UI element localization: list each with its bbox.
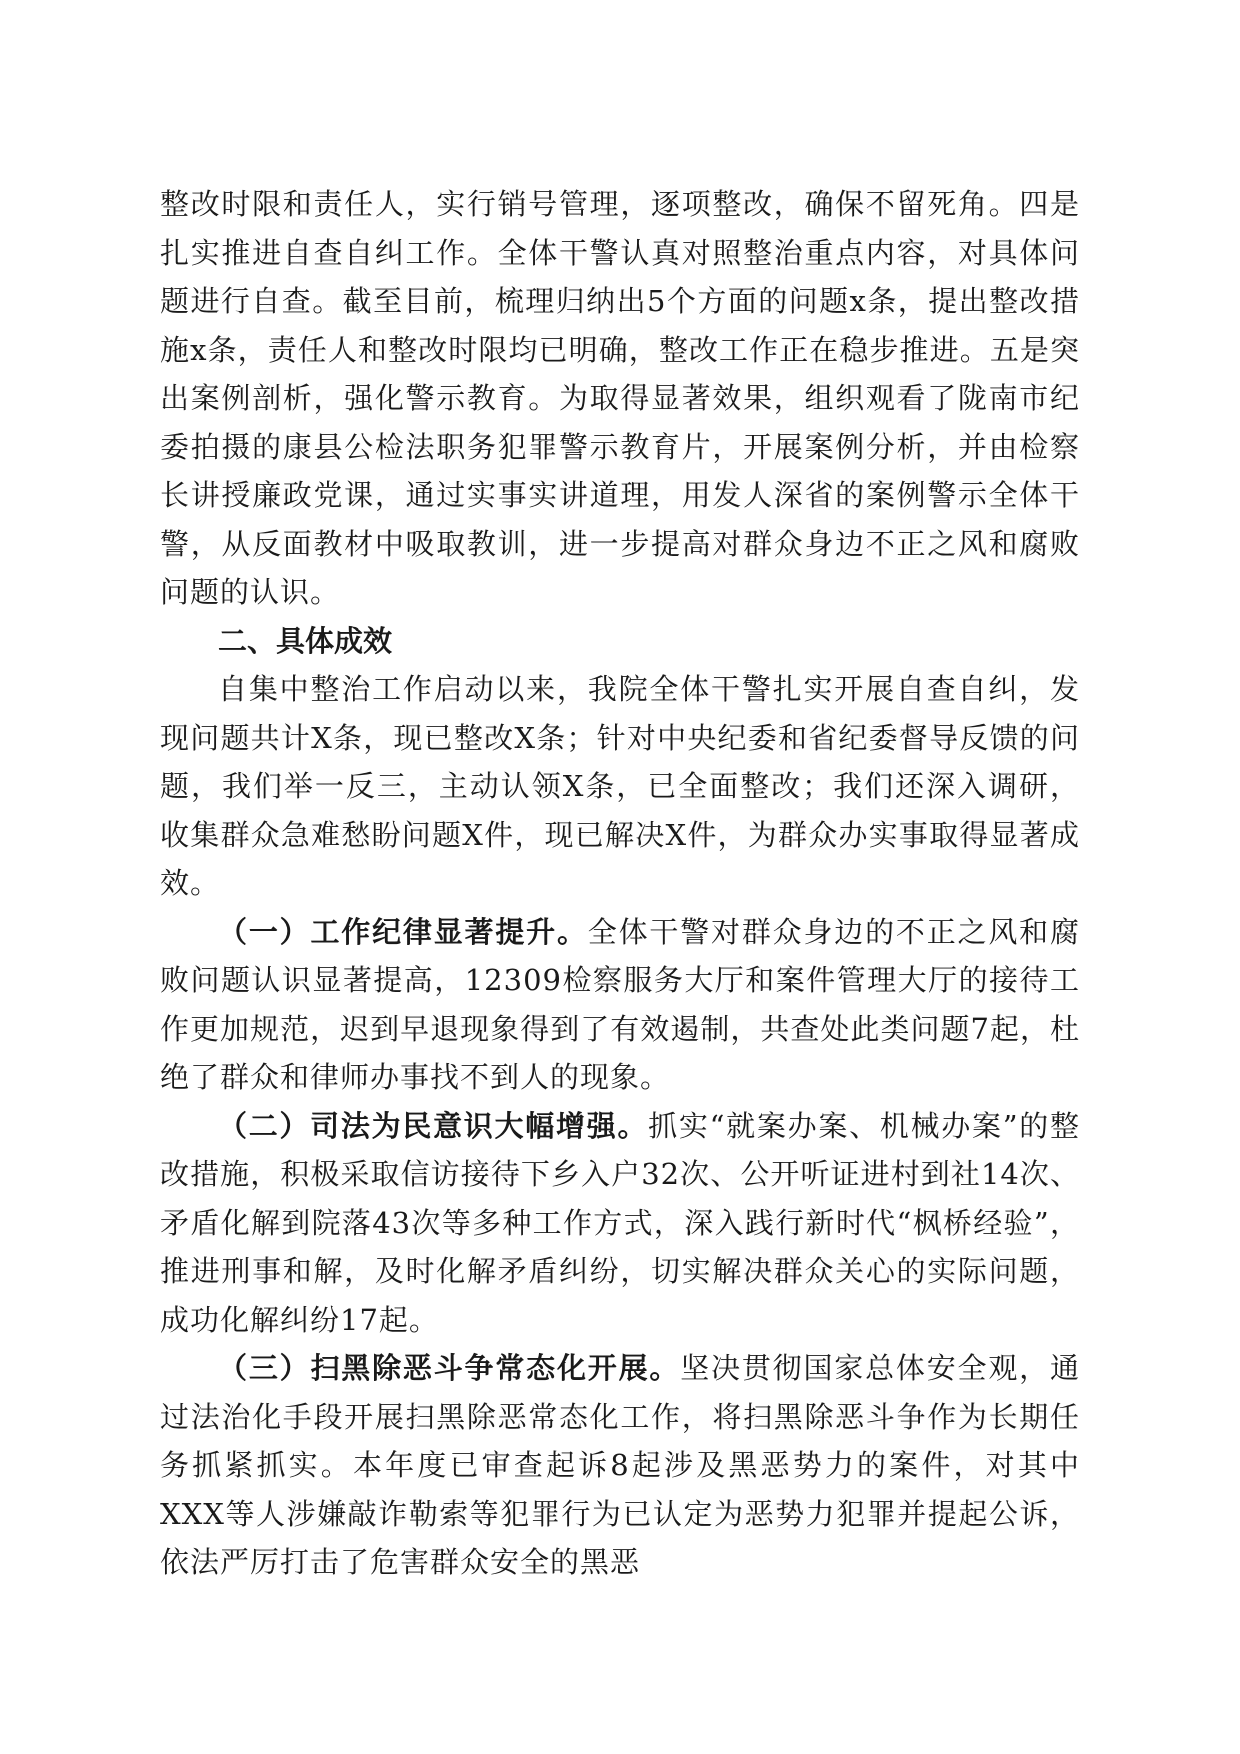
subheading-judicial-service: （二）司法为民意识大幅增强。 (218, 1108, 649, 1143)
subheading-work-discipline: （一）工作纪律显著提升。 (218, 914, 588, 949)
section-heading-results: 二、具体成效 (218, 623, 393, 658)
paragraph-work-discipline (160, 908, 1080, 1102)
paragraph-rectification-summary: 整改时限和责任人，实行销号管理，逐项整改，确保不留死角。四是扎实推进自查自纠工作。全体干警认真对照整治重点内容，对具体问题进行自查。截至目前，梳理归纳出5个方面的问题x条，提出整改措施x条，责任人和整改时限均已明确，整改工作正在稳步推进。五是突出案例剖析，强化警示教育。为取得显著效果，组织观看了陇南市纪委拍摄的康县公检法职务犯罪警示教育片，开展案例分析，并由检察长讲授廉政党课，通过实事实讲道理，用发人深省的案例警示全体干警，从反面教材中吸取教训，进一步提高对群众身边不正之风和腐败问题的认识。 (160, 187, 1080, 609)
paragraph-results-overview: 自集中整治工作启动以来，我院全体干警扎实开展自查自纠，发现问题共计X条，现已整改X条；针对中央纪委和省纪委督导反馈的问题，我们举一反三，主动认领X条，已全面整改；我们还深入调研，收集群众急难愁盼问题X件，现已解决X件，为群众办实事取得显著成效。 (160, 672, 1080, 900)
paragraph-anti-crime (160, 1344, 1080, 1587)
body-work-discipline: 全体干警对群众身边的不正之风和腐败问题认识显著提高，12309检察服务大厅和案件管理大厅的接待工作更加规范，迟到早退现象得到了有效遏制，共查处此类问题7起，杜绝了群众和律师办事找不到人的现象。 (160, 914, 1080, 1094)
document-page (160, 180, 1080, 1587)
subheading-anti-crime: （三）扫黑除恶斗争常态化开展。 (218, 1351, 681, 1385)
body-judicial-service: 抓实“就案办案、机械办案”的整改措施，积极采取信访接待下乡入户32次、公开听证进村到社14次、矛盾化解到院落43次等多种工作方式，深入践行新时代“枫桥经验”，推进刑事和解，及时化解矛盾纠纷，切实解决群众关心的实际问题，成功化解纠纷17起。 (160, 1108, 1080, 1337)
paragraph-judicial-service (160, 1102, 1080, 1345)
body-anti-crime: 坚决贯彻国家总体安全观，通过法治化手段开展扫黑除恶常态化工作，将扫黑除恶斗争作为长期任务抓紧抓实。本年度已审查起诉8起涉及黑恶势力的案件，对其中XXX等人涉嫌敲诈勒索等犯罪行为已认定为恶势力犯罪并提起公诉，依法严厉打击了危害群众安全的黑恶 (160, 1351, 1080, 1579)
